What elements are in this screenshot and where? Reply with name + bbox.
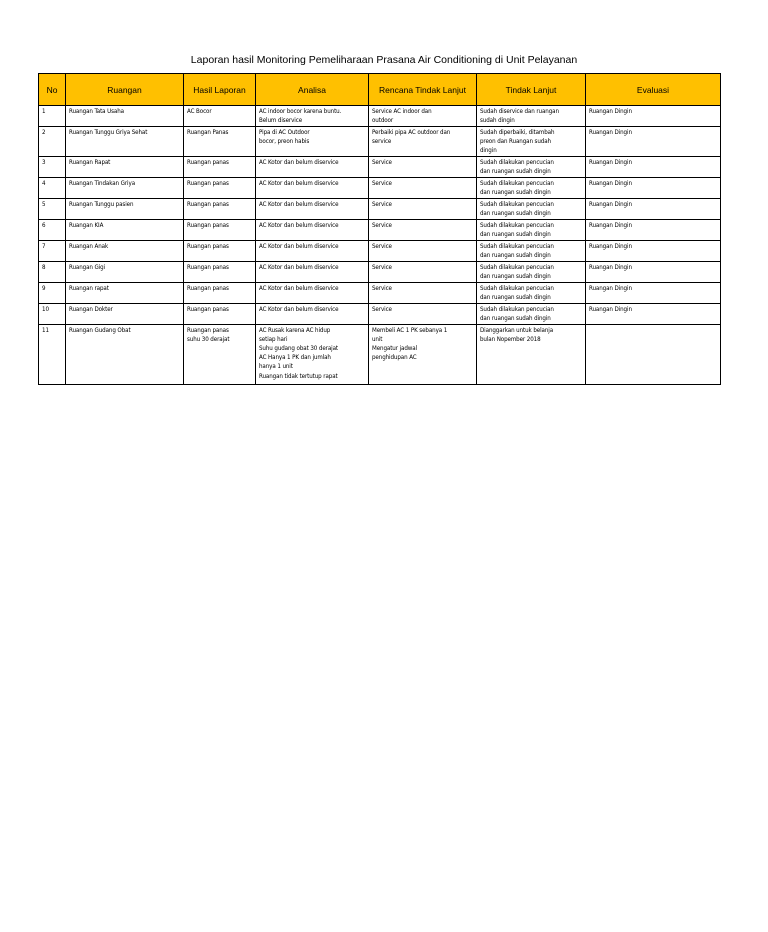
cell-tindak-lanjut: Sudah dilakukan pencucian dan ruangan sudah dingin	[477, 177, 586, 198]
cell-no: 11	[39, 324, 66, 384]
cell-no: 5	[39, 198, 66, 219]
table-row	[39, 240, 721, 261]
table-row	[39, 261, 721, 282]
cell-rencana-tindak-lanjut: Membeli AC 1 PK sebanya 1 unit Mengatur jadwal penghidupan AC	[369, 324, 477, 384]
table-row	[39, 198, 721, 219]
cell-ruangan: Ruangan Rapat	[66, 156, 184, 177]
cell-rencana-tindak-lanjut: Service	[369, 240, 477, 261]
cell-evaluasi: Ruangan Dingin	[586, 106, 721, 127]
cell-evaluasi: Ruangan Dingin	[586, 261, 721, 282]
table-row	[39, 324, 721, 384]
cell-ruangan: Ruangan Gudang Obat	[66, 324, 184, 384]
cell-rencana-tindak-lanjut: Service	[369, 303, 477, 324]
column-header-analisa: Analisa	[256, 74, 369, 106]
cell-no: 9	[39, 282, 66, 303]
cell-rencana-tindak-lanjut: Service AC indoor dan outdoor	[369, 106, 477, 127]
cell-rencana-tindak-lanjut: Service	[369, 282, 477, 303]
cell-ruangan: Ruangan Tunggu pasien	[66, 198, 184, 219]
cell-evaluasi: Ruangan Dingin	[586, 156, 721, 177]
cell-tindak-lanjut: Sudah dilakukan pencucian dan ruangan sudah dingin	[477, 219, 586, 240]
cell-analisa: AC Kotor dan belum diservice	[256, 282, 369, 303]
column-header-no: No	[39, 74, 66, 106]
cell-no: 6	[39, 219, 66, 240]
cell-evaluasi: Ruangan Dingin	[586, 127, 721, 157]
cell-hasil-laporan: Ruangan panas	[184, 219, 256, 240]
table-row	[39, 127, 721, 157]
cell-no: 1	[39, 106, 66, 127]
cell-analisa: AC Kotor dan belum diservice	[256, 177, 369, 198]
cell-no: 3	[39, 156, 66, 177]
cell-ruangan: Ruangan Anak	[66, 240, 184, 261]
cell-tindak-lanjut: Dianggarkan untuk belanja bulan Nopember 2018	[477, 324, 586, 384]
cell-evaluasi: Ruangan Dingin	[586, 198, 721, 219]
cell-rencana-tindak-lanjut: Service	[369, 219, 477, 240]
column-header-evaluasi: Evaluasi	[586, 74, 721, 106]
cell-no: 7	[39, 240, 66, 261]
cell-no: 10	[39, 303, 66, 324]
cell-no: 4	[39, 177, 66, 198]
cell-ruangan: Ruangan Tunggu Griya Sehat	[66, 127, 184, 157]
cell-analisa: AC Kotor dan belum diservice	[256, 156, 369, 177]
cell-no: 8	[39, 261, 66, 282]
cell-rencana-tindak-lanjut: Service	[369, 156, 477, 177]
cell-tindak-lanjut: Sudah dilakukan pencucian dan ruangan sudah dingin	[477, 240, 586, 261]
table-row	[39, 282, 721, 303]
cell-evaluasi: Ruangan Dingin	[586, 240, 721, 261]
cell-analisa: AC indoor bocor karena buntu. Belum diservice	[256, 106, 369, 127]
cell-hasil-laporan: AC Bocor	[184, 106, 256, 127]
cell-evaluasi: Ruangan Dingin	[586, 282, 721, 303]
table-row	[39, 177, 721, 198]
cell-rencana-tindak-lanjut: Perbaiki pipa AC outdoor dan service	[369, 127, 477, 157]
cell-tindak-lanjut: Sudah dilakukan pencucian dan ruangan sudah dingin	[477, 261, 586, 282]
cell-analisa: AC Kotor dan belum diservice	[256, 303, 369, 324]
cell-analisa: AC Kotor dan belum diservice	[256, 219, 369, 240]
cell-analisa: Pipa di AC Outdoor bocor, preon habis	[256, 127, 369, 157]
cell-tindak-lanjut: Sudah dilakukan pencucian dan ruangan sudah dingin	[477, 156, 586, 177]
cell-hasil-laporan: Ruangan Panas	[184, 127, 256, 157]
column-header-tindak-lanjut: Tindak Lanjut	[477, 74, 586, 106]
cell-rencana-tindak-lanjut: Service	[369, 261, 477, 282]
cell-hasil-laporan: Ruangan panas	[184, 282, 256, 303]
cell-hasil-laporan: Ruangan panas	[184, 240, 256, 261]
cell-hasil-laporan: Ruangan panas	[184, 303, 256, 324]
cell-tindak-lanjut: Sudah dilakukan pencucian dan ruangan sudah dingin	[477, 303, 586, 324]
cell-evaluasi: Ruangan Dingin	[586, 303, 721, 324]
report-title: Laporan hasil Monitoring Pemeliharaan Prasana Air Conditioning di Unit Pelayanan	[190, 54, 578, 66]
cell-analisa: AC Kotor dan belum diservice	[256, 261, 369, 282]
cell-tindak-lanjut: Sudah dilakukan pencucian dan ruangan sudah dingin	[477, 282, 586, 303]
cell-ruangan: Ruangan KIA	[66, 219, 184, 240]
cell-rencana-tindak-lanjut: Service	[369, 198, 477, 219]
monitoring-table	[38, 73, 721, 385]
table-row	[39, 106, 721, 127]
cell-ruangan: Ruangan Dokter	[66, 303, 184, 324]
table-row	[39, 219, 721, 240]
column-header-ruangan: Ruangan	[66, 74, 184, 106]
cell-ruangan: Ruangan Tindakan Griya	[66, 177, 184, 198]
cell-evaluasi: Ruangan Dingin	[586, 219, 721, 240]
cell-rencana-tindak-lanjut: Service	[369, 177, 477, 198]
cell-hasil-laporan: Ruangan panas suhu 30 derajat	[184, 324, 256, 384]
cell-no: 2	[39, 127, 66, 157]
cell-evaluasi	[586, 324, 721, 384]
cell-tindak-lanjut: Sudah dilakukan pencucian dan ruangan sudah dingin	[477, 198, 586, 219]
cell-ruangan: Ruangan Gigi	[66, 261, 184, 282]
cell-analisa: AC Kotor dan belum diservice	[256, 198, 369, 219]
column-header-rencana-tindak-lanjut: Rencana Tindak Lanjut	[369, 74, 477, 106]
cell-evaluasi: Ruangan Dingin	[586, 177, 721, 198]
column-header-hasil-laporan: Hasil Laporan	[184, 74, 256, 106]
table-row	[39, 156, 721, 177]
cell-analisa: AC Kotor dan belum diservice	[256, 240, 369, 261]
cell-hasil-laporan: Ruangan panas	[184, 261, 256, 282]
header-row	[39, 74, 721, 106]
cell-tindak-lanjut: Sudah diperbaiki, ditambah preon dan Ruangan sudah dingin	[477, 127, 586, 157]
cell-hasil-laporan: Ruangan panas	[184, 156, 256, 177]
cell-hasil-laporan: Ruangan panas	[184, 198, 256, 219]
cell-ruangan: Ruangan Tata Usaha	[66, 106, 184, 127]
cell-ruangan: Ruangan rapat	[66, 282, 184, 303]
table-row	[39, 303, 721, 324]
cell-hasil-laporan: Ruangan panas	[184, 177, 256, 198]
cell-tindak-lanjut: Sudah diservice dan ruangan sudah dingin	[477, 106, 586, 127]
cell-analisa: AC Rusak karena AC hidup setiap hari Suhu gudang obat 30 derajat AC Hanya 1 PK dan jumlah hanya 1 unit Ruangan tidak tertutup rapat	[256, 324, 369, 384]
